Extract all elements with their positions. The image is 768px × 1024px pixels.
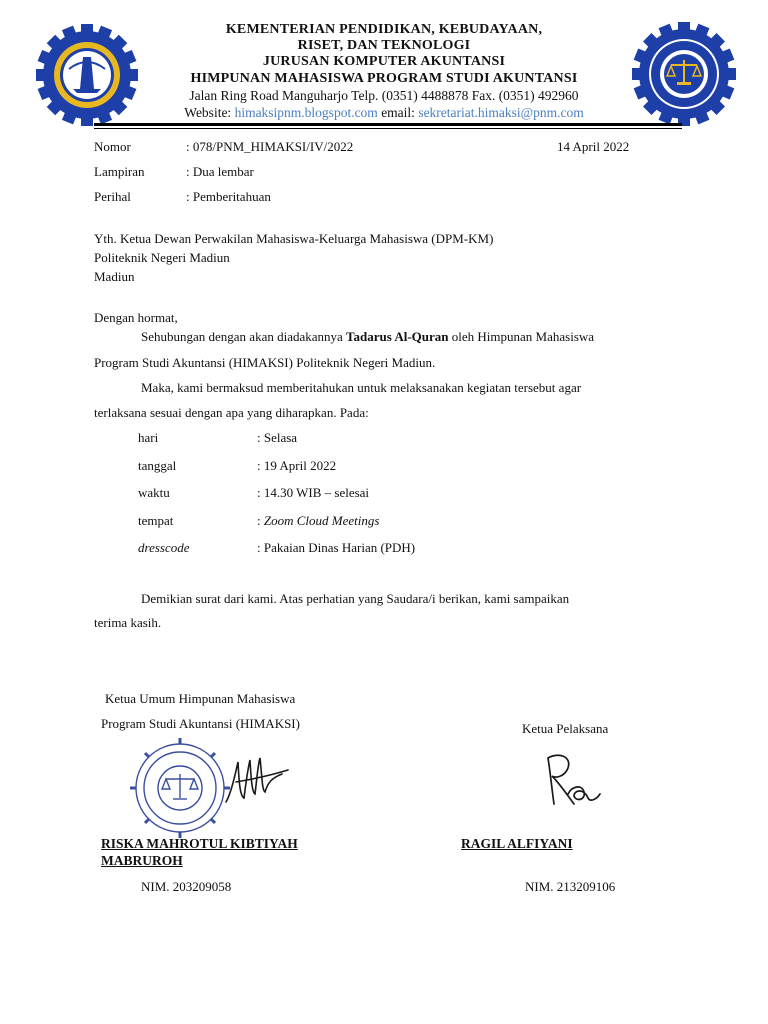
left-signer-nim: NIM. 203209058 [141,879,232,894]
greeting: Dengan hormat, [94,310,178,325]
detail-value-hari: : Selasa [257,430,298,445]
email-label: email: [377,105,419,120]
letterhead-department: JURUSAN KOMPUTER AKUNTANSI [262,54,506,69]
left-signer-name-1: RISKA MAHROTUL KIBTIYAH [101,836,298,851]
paragraph-1-line-2: Program Studi Akuntansi (HIMAKSI) Politeknik Negeri Madiun. [94,355,436,370]
nomor-label: Nomor [94,139,131,154]
recipient-line-2: Politeknik Negeri Madiun [94,250,230,265]
detail-value-tanggal: : 19 April 2022 [257,458,337,473]
perihal-label: Perihal [94,189,131,204]
paragraph-2-line-2: terlaksana sesuai dengan apa yang diharapkan. Pada: [94,405,369,420]
detail-label-waktu: waktu [138,485,170,500]
right-signer-title: Ketua Pelaksana [522,721,609,736]
left-signer-name-2: MABRUROH [101,853,183,868]
organization-stamp [128,736,232,840]
letterhead-ministry-2: RISET, DAN TEKNOLOGI [297,38,471,53]
letterhead-ministry: KEMENTERIAN PENDIDIKAN, KEBUDAYAAN, [225,22,543,37]
event-name: Tadarus Al-Quran [346,329,449,344]
tempat-prefix: : [257,513,264,528]
left-signer-title-1: Ketua Umum Himpunan Mahasiswa [105,691,296,706]
left-signer-title-2: Program Studi Akuntansi (HIMAKSI) [101,716,300,731]
detail-value-waktu: : 14.30 WIB – selesai [257,485,370,500]
p1-text-a: Sehubungan dengan akan diadakannya [141,329,347,344]
closing-line-2: terima kasih. [94,615,162,630]
letterhead-address: Jalan Ring Road Manguharjo Telp. (0351) 4488878 Fax. (0351) 492960 [189,88,579,103]
detail-label-hari: hari [138,430,159,445]
paragraph-1-line-1 [141,329,594,345]
right-signer-nim: NIM. 213209106 [525,879,616,894]
detail-label-tanggal: tanggal [138,458,177,473]
detail-label-dresscode: dresscode [138,540,190,555]
email-link[interactable]: sekretariat.himaksi@pnm.com [418,105,584,120]
right-signature [538,748,610,814]
website-label: Website: [184,105,235,120]
left-signature [222,752,292,814]
letterhead-rule-thin [94,128,682,129]
lampiran-label: Lampiran [94,164,145,179]
detail-value-dresscode: : Pakaian Dinas Harian (PDH) [257,540,416,555]
perihal-value: : Pemberitahuan [186,189,271,204]
lampiran-value: : Dua lembar [186,164,254,179]
nomor-value: : 078/PNM_HIMAKSI/IV/2022 [186,139,354,154]
p1-text-b: oleh Himpunan Mahasiswa [448,329,595,344]
detail-label-tempat: tempat [138,513,174,528]
letterhead-rule-thick [94,123,682,126]
right-signer-name: RAGIL ALFIYANI [461,836,573,851]
paragraph-2-line-1: Maka, kami bermaksud memberitahukan untuk melaksanakan kegiatan tersebut agar [141,380,582,395]
letterhead-contact [0,105,768,121]
tempat-venue: Zoom Cloud Meetings [263,513,380,528]
letter-date: 14 April 2022 [557,139,630,154]
recipient-line-3: Madiun [94,269,135,284]
website-link[interactable]: himaksipnm.blogspot.com [234,105,378,120]
closing-line-1: Demikian surat dari kami. Atas perhatian yang Saudara/i berikan, kami sampaikan [141,591,570,606]
letterhead-organization: HIMPUNAN MAHASISWA PROGRAM STUDI AKUNTANSI [190,71,578,86]
detail-value-tempat [257,513,379,529]
recipient-line-1: Yth. Ketua Dewan Perwakilan Mahasiswa-Keluarga Mahasiswa (DPM-KM) [94,231,494,246]
